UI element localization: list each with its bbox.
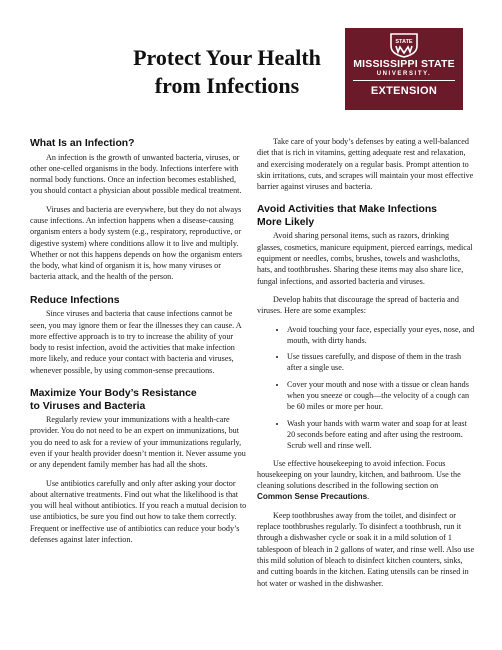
logo-line-1: MISSISSIPPI STATE xyxy=(353,58,455,70)
left-column xyxy=(30,138,248,552)
text-run: Use effective housekeeping to avoid infection. Focus housekeeping on your laundry, kitchen, and bathroom. Use the cleaning solutions described in the following section on xyxy=(257,458,461,491)
list-item: • Wash your hands with warm water and soap for at least 20 seconds before eating and after using the restroom. Scrub well and rinse well. xyxy=(287,418,475,452)
list-item: • Avoid touching your face, especially your eyes, nose, and mouth, with dirty hands. xyxy=(287,324,475,347)
section-reduce-infections xyxy=(30,295,248,376)
logo-line-3: EXTENSION xyxy=(370,85,438,97)
paragraph: Keep toothbrushes away from the toilet, and disinfect or replace toothbrushes regularly. To disinfect a toothbrush, run it through a dishwasher cycle or soak it in a mild solution of 1 tablespoon of bleach in 2 gallons of water, and rinse well. Also use this mild solution of bleach to disinfect kitchen counters, sinks, and cutting boards in the kitchen. Eating utensils can be rinsed in hot water or washed in the dishwasher. xyxy=(257,510,475,588)
link-common-sense-precautions: Common Sense Precautions xyxy=(257,492,368,502)
paragraph: Take care of your body’s defenses by eating a well-balanced diet that is rich in vitamins, getting adequate rest and relaxation, and exercising moderately on a regular basis. Prompt attention to skin irritations, cuts, and scrapes will maintain your most effective barrier against viruses and bacteria. xyxy=(257,137,474,192)
section-avoid-activities xyxy=(257,204,475,588)
paragraph: Develop habits that discourage the spread of bacteria and viruses. Here are some examples: xyxy=(257,294,459,316)
paragraph xyxy=(257,458,475,503)
paragraph: An infection is the growth of unwanted bacteria, viruses, or other one-celled organisms in the body. Infections interfere with normal body functions. Once an infection becomes established, you should contact a physician about possible medical treatment. xyxy=(30,152,242,196)
title-line-1: Protect Your Health xyxy=(133,45,321,70)
paragraph: Use antibiotics carefully and only after asking your doctor about alternative treatments. Find out what the likelihood is that you will heal without antibiotics. If you reach a mutual decision to use antibiotics, be sure you find out how to take them correctly. Frequent or ineffective use of antibiotics can reduce your body’s defenses against later infection. xyxy=(30,478,247,545)
shield-text: STATE xyxy=(395,39,413,45)
heading-avoid-activities xyxy=(257,204,475,229)
heading-what-is-infection: What Is an Infection? xyxy=(30,138,135,149)
heading-line-1: Avoid Activities that Make Infections xyxy=(257,204,437,216)
right-column xyxy=(257,136,475,596)
paragraph: Since viruses and bacteria that cause infections cannot be seen, you may ignore them or fear the illnesses they can cause. A more effective approach is to try to increase the ability of your body to resist infection, avoid the activities that make infection more likely, and reduce your contact with bacteria and viruses, whenever possible, by using common-sense precautions. xyxy=(30,309,242,375)
list-item: • Use tissues carefully, and dispose of them in the trash after a single use. xyxy=(287,351,475,374)
paragraph: Avoid sharing personal items, such as razors, drinking glasses, cosmetics, manicure equipment, pierced earrings, medical equipment or needles, combs, brushes, towels and washcloths, hats, and toothbrushes. Sharing these items may also share lice, fungal infections, and assorted bacteria and viruses. xyxy=(257,231,473,286)
section-maximize-resistance xyxy=(30,388,248,545)
logo-line-2: UNIVERSITY. xyxy=(376,71,432,77)
heading-maximize-resistance xyxy=(30,388,248,413)
logo-divider xyxy=(353,80,455,81)
paragraph: Viruses and bacteria are everywhere, but they do not always cause infections. An infection happens when a disease-causing organism enters a body system (e.g., respiratory, reproductive, or digestive system) where conditions allow it to live and multiply. Whether or not this happens depends on how the organism enters the body, what kind of organism it is, how many viruses or bacteria attack, and the health of the person. xyxy=(30,204,242,282)
page-title xyxy=(118,44,336,100)
msu-extension-logo xyxy=(345,28,463,110)
habits-list xyxy=(257,324,475,452)
heading-line-1: Maximize Your Body’s Resistance xyxy=(30,388,197,400)
heading-line-2: More Likely xyxy=(257,216,315,228)
paragraph: Regularly review your immunizations with a health-care provider. You do not need to be an expert on immunizations, but you do need to ask for a review of your immunizations regularly, even if your health provider doesn’t mention it. Never assume you or any dependent family member has had all the shots. xyxy=(30,415,246,470)
title-line-2: from Infections xyxy=(154,73,300,98)
text-run: . xyxy=(367,492,370,502)
heading-line-2: to Viruses and Bacteria xyxy=(30,400,146,412)
shield-icon xyxy=(389,32,419,58)
list-item: • Cover your mouth and nose with a tissue or clean hands when you sneeze or cough—the velocity of a cough can be 60 miles or more per hour. xyxy=(287,379,475,413)
heading-reduce-infections: Reduce Infections xyxy=(30,294,120,306)
